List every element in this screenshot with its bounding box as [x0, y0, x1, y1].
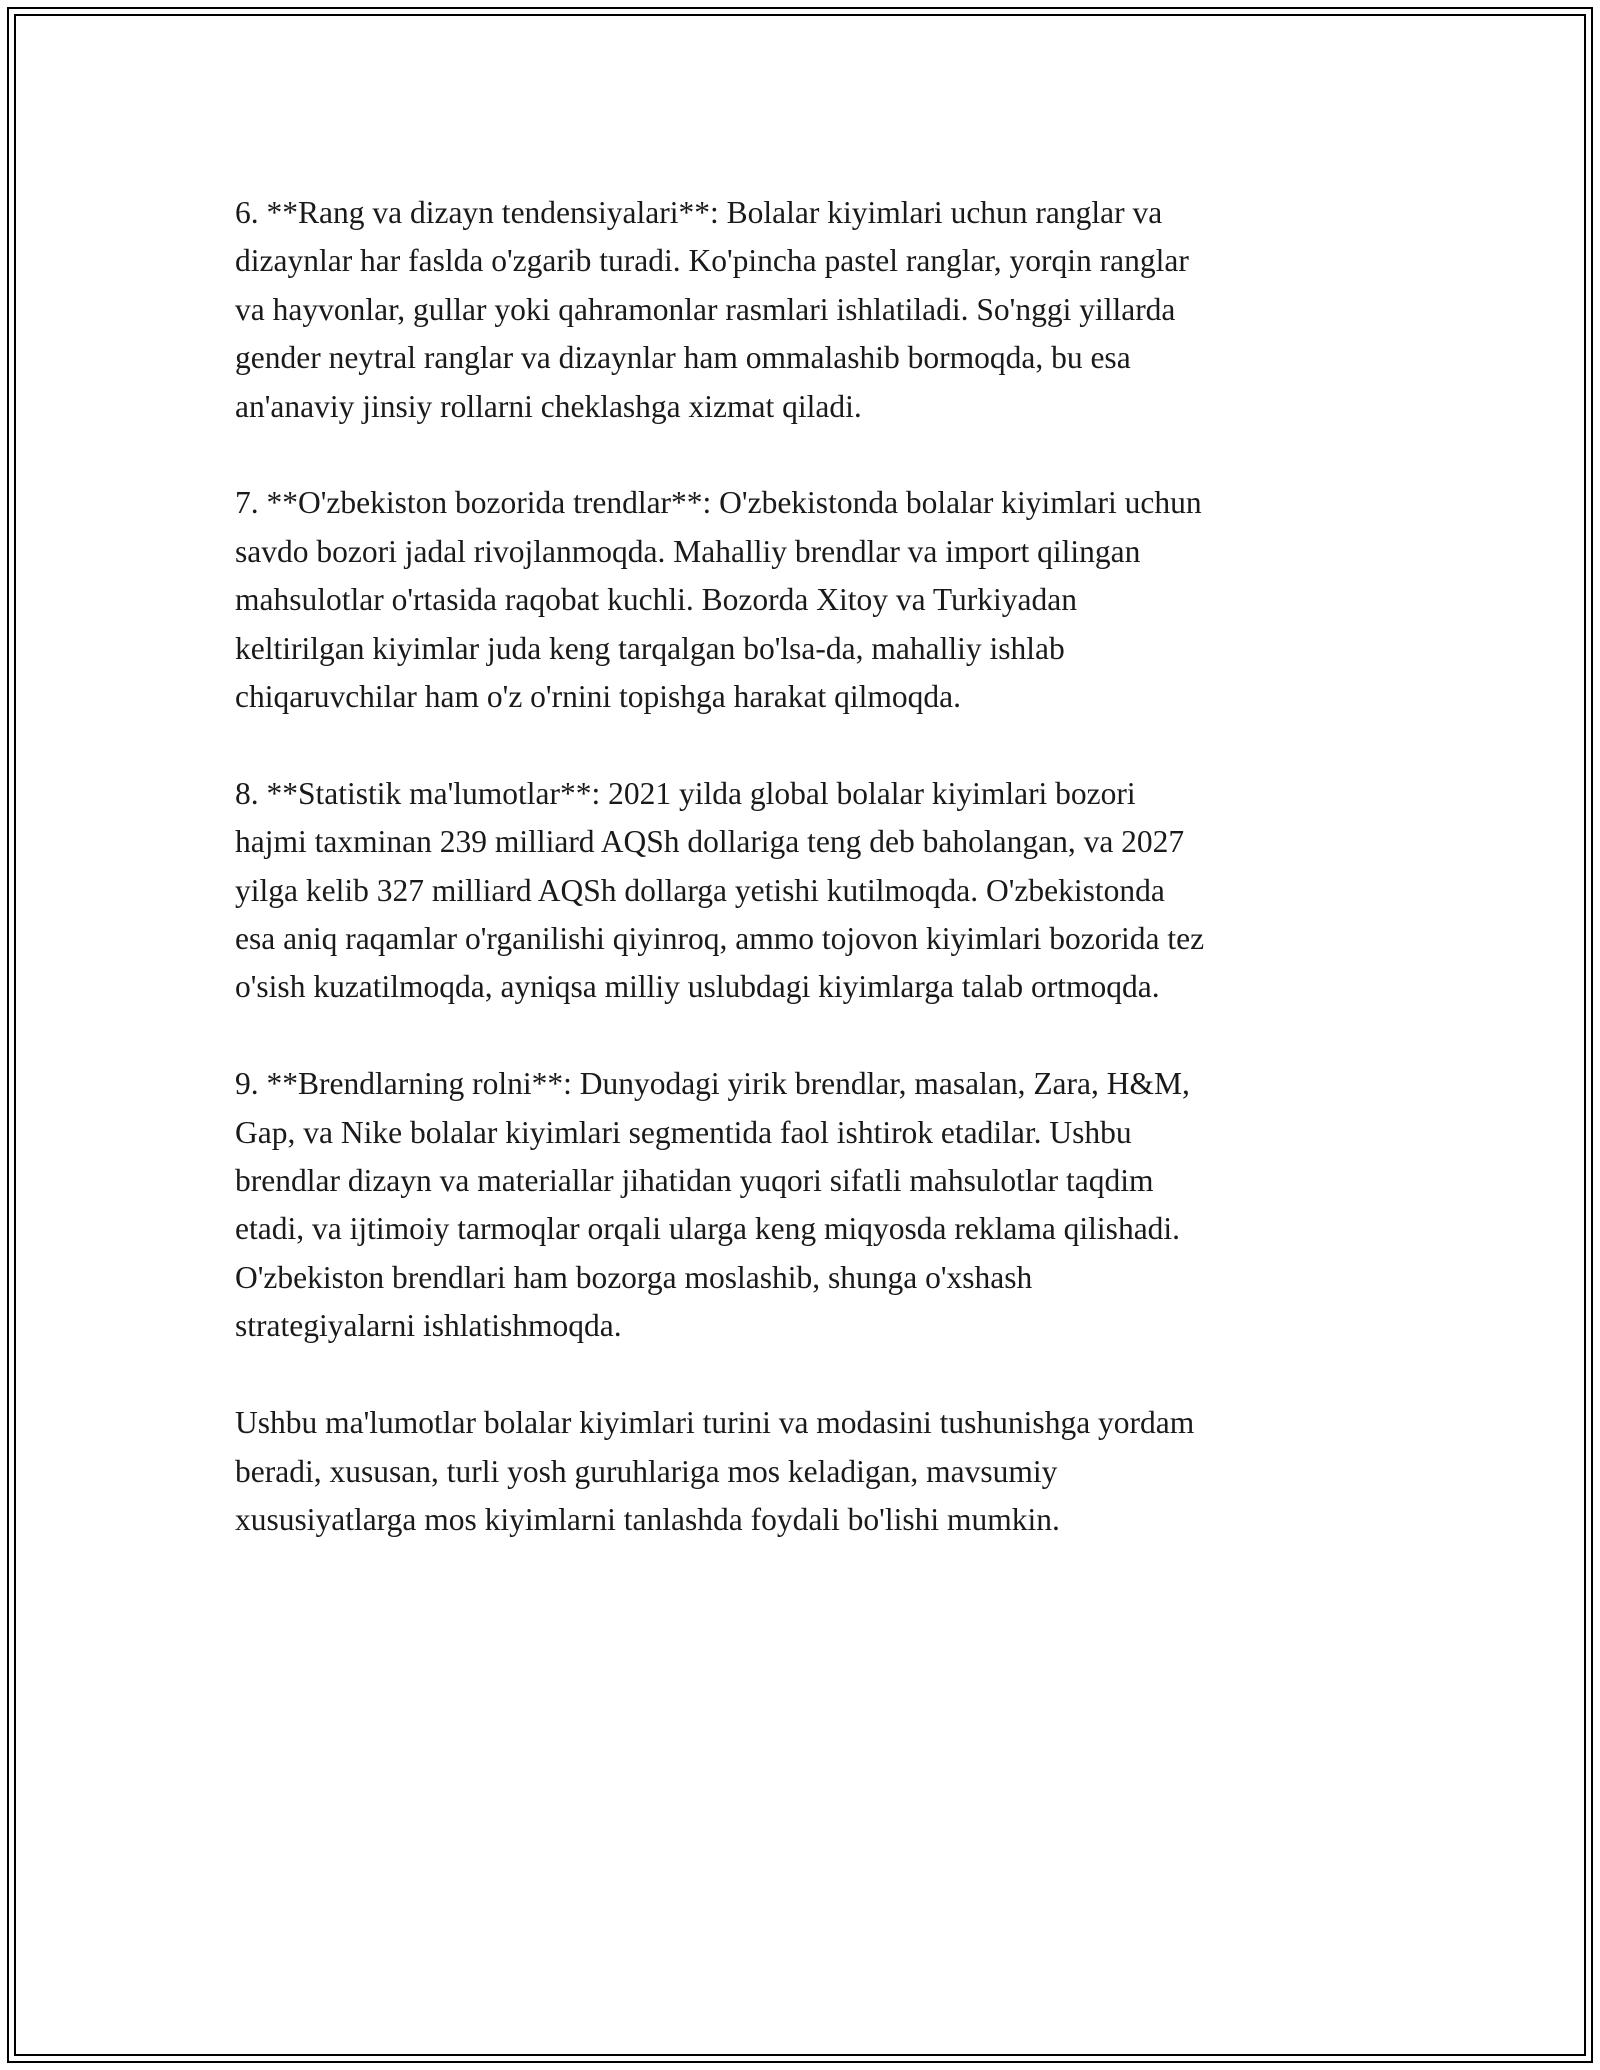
text-line: keltirilgan kiyimlar juda keng tarqalgan bo'lsa-da, mahalliy ishlab	[235, 630, 1065, 666]
text-line: an'anaviy jinsiy rollarni cheklashga xizmat qiladi.	[235, 388, 862, 424]
text-line: Ushbu ma'lumotlar bolalar kiyimlari turini va modasini tushunishga yordam	[235, 1405, 1195, 1441]
text-line: brendlar dizayn va materiallar jihatidan yuqori sifatli mahsulotlar taqdim	[235, 1163, 1154, 1199]
document-body	[235, 189, 1375, 1593]
text-line: va hayvonlar, gullar yoki qahramonlar rasmlari ishlatiladi. So'nggi yillarda	[235, 291, 1176, 327]
text-line: O'zbekiston brendlari ham bozorga moslashib, shunga o'xshash	[235, 1259, 1033, 1295]
paragraph-statistics	[235, 770, 1375, 1012]
text-line: 6. **Rang va dizayn tendensiyalari**: Bolalar kiyimlari uchun ranglar va	[235, 195, 1163, 230]
text-line: strategiyalarni ishlatishmoqda.	[235, 1308, 622, 1344]
text-line: etadi, va ijtimoiy tarmoqlar orqali ularga keng miqyosda reklama qilishadi.	[235, 1211, 1181, 1247]
text-line: 9. **Brendlarning rolni**: Dunyodagi yirik brendlar, masalan, Zara, H&M,	[235, 1066, 1190, 1102]
text-line: mahsulotlar o'rtasida raqobat kuchli. Bozorda Xitoy va Turkiyadan	[235, 582, 1078, 618]
text-line: 7. **O'zbekiston bozorida trendlar**: O'zbekistonda bolalar kiyimlari uchun	[235, 485, 1202, 521]
text-line: xususiyatlarga mos kiyimlarni tanlashda foydali bo'lishi mumkin.	[235, 1501, 1060, 1537]
text-line: Gap, va Nike bolalar kiyimlari segmentida faol ishtirok etadilar. Ushbu	[235, 1114, 1132, 1150]
text-line: chiqaruvchilar ham o'z o'rnini topishga harakat qilmoqda.	[235, 679, 962, 715]
text-line: hajmi taxminan 239 milliard AQSh dollariga teng deb baholangan, va 2027	[235, 824, 1185, 860]
text-line: savdo bozori jadal rivojlanmoqda. Mahalliy brendlar va import qilingan	[235, 533, 1141, 569]
paragraph-conclusion	[235, 1399, 1375, 1544]
paragraph-color-design-trends	[235, 189, 1375, 431]
text-line: yilga kelib 327 milliard AQSh dollarga yetishi kutilmoqda. O'zbekistonda	[235, 872, 1165, 908]
text-line: 8. **Statistik ma'lumotlar**: 2021 yilda global bolalar kiyimlari bozori	[235, 775, 1136, 811]
text-line: gender neytral ranglar va dizaynlar ham ommalashib bormoqda, bu esa	[235, 340, 1131, 376]
text-line: dizaynlar har faslda o'zgarib turadi. Ko'pincha pastel ranglar, yorqin ranglar	[235, 243, 1189, 279]
text-line: o'sish kuzatilmoqda, ayniqsa milliy uslubdagi kiyimlarga talab ortmoqda.	[235, 969, 1160, 1005]
text-line: esa aniq raqamlar o'rganilishi qiyinroq, ammo tojovon kiyimlari bozorida tez	[235, 921, 1205, 957]
text-line: beradi, xususan, turli yosh guruhlariga mos keladigan, mavsumiy	[235, 1453, 1058, 1489]
paragraph-uzbekistan-market-trends	[235, 479, 1375, 721]
paragraph-brand-roles	[235, 1060, 1375, 1350]
